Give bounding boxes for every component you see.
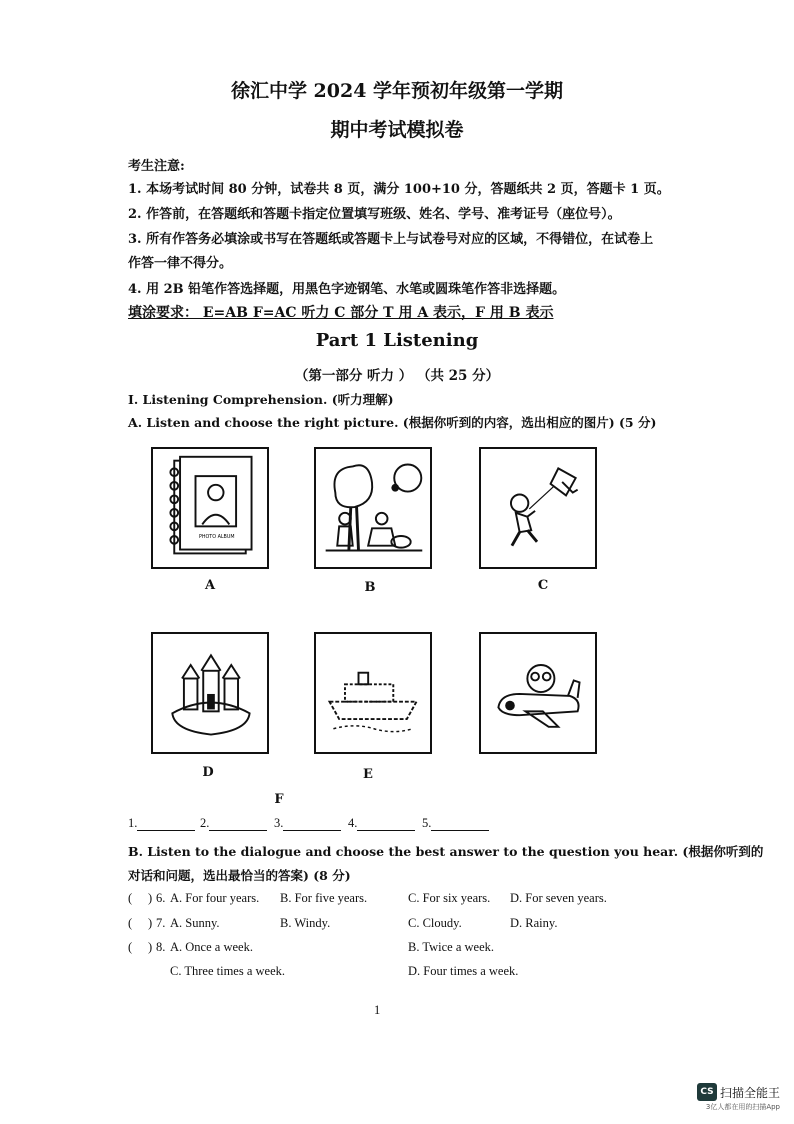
section-I-heading: I. Listening Comprehension. (听力理解) — [128, 392, 394, 407]
q8-option-c: C. Three times a week. — [170, 964, 286, 978]
q6-paren-close: ) — [148, 891, 153, 905]
answer-blank-5[interactable]: 5. — [422, 816, 489, 831]
airplane-pilot-icon — [479, 632, 597, 754]
picture-label-b: B — [364, 580, 376, 595]
q7-option-c: C. Cloudy. — [408, 916, 462, 930]
notice-item-2: 2. 作答前，在答题纸和答题卡指定位置填写班级、姓名、学号、准考证号（座位号）。 — [128, 207, 621, 222]
photo-album-caption: PHOTO ALBUM — [198, 534, 235, 540]
part1-title: Part 1 Listening — [315, 330, 479, 351]
kite-boy-icon — [479, 447, 597, 569]
q6-number: 6. — [156, 891, 166, 905]
q6-paren-open[interactable]: ( — [128, 891, 133, 905]
notice-heading: 考生注意: — [128, 159, 185, 174]
q8-option-d: D. Four times a week. — [408, 964, 519, 978]
scanner-watermark — [697, 1082, 780, 1113]
part1-subtitle: （第一部分 听力 ） （共 25 分） — [294, 368, 500, 384]
notice-item-4: 4. 用 2B 铅笔作答选择题，用黑色字迹钢笔、水笔或圆珠笔作答非选择题。 — [128, 282, 566, 297]
q7-number: 7. — [156, 916, 166, 930]
picnic-icon — [314, 447, 432, 569]
picture-label-d: D — [202, 765, 214, 780]
q7-option-d: D. Rainy. — [510, 916, 558, 930]
q7-option-a: A. Sunny. — [170, 916, 220, 930]
picture-label-f: F — [274, 792, 284, 807]
q6-option-a: A. For four years. — [170, 891, 260, 905]
exam-title-line1: 徐汇中学 2024 学年预初年级第一学期 — [230, 80, 564, 102]
q8-paren-close: ) — [148, 940, 153, 954]
ship-icon — [314, 632, 432, 754]
answer-blank-4[interactable]: 4. — [348, 816, 415, 831]
q8-option-a: A. Once a week. — [170, 940, 253, 954]
page-number: 1 — [374, 1003, 381, 1017]
notice-item-3: 3. 所有作答务必填涂或书写在答题纸或答题卡上与试卷号对应的区域，不得错位，在试卷上 — [128, 232, 654, 247]
picture-label-a: A — [204, 578, 216, 593]
q8-number: 8. — [156, 940, 166, 954]
answer-blank-1[interactable]: 1. — [128, 816, 195, 831]
q6-option-d: D. For seven years. — [510, 891, 607, 905]
sandcastle-icon — [151, 632, 269, 754]
q8-option-b: B. Twice a week. — [408, 940, 495, 954]
q8-paren-open[interactable]: ( — [128, 940, 133, 954]
q7-option-b: B. Windy. — [280, 916, 331, 930]
notice-item-3-cont: 作答一律不得分。 — [128, 256, 233, 271]
section-A-heading: A. Listen and choose the right picture. (根据你听到的内容，选出相应的图片) (5 分) — [128, 415, 657, 430]
q7-paren-close: ) — [148, 916, 153, 930]
q6-option-b: B. For five years. — [280, 891, 368, 905]
scanner-tagline: 3亿人都在用的扫描App — [705, 1103, 780, 1111]
section-B-heading-cont: 对话和问题，选出最恰当的答案) (8 分) — [128, 868, 351, 883]
fill-rule: 填涂要求： E=AB F=AC 听力 C 部分 T 用 A 表示，F 用 B 表示 — [128, 305, 554, 321]
camscanner-logo-icon: CS — [697, 1083, 717, 1101]
picture-label-e: E — [363, 767, 373, 782]
picture-label-c: C — [537, 578, 549, 593]
answer-blank-2[interactable]: 2. — [200, 816, 267, 831]
section-B-heading: B. Listen to the dialogue and choose the best answer to the question you hear. (根据你听到的 — [128, 844, 764, 859]
q7-paren-open[interactable]: ( — [128, 916, 133, 930]
exam-title-line2: 期中考试模拟卷 — [330, 119, 464, 141]
notice-item-1: 1. 本场考试时间 80 分钟，试卷共 8 页，满分 100+10 分，答题纸共 2 页，答题卡 1 页。 — [128, 182, 670, 197]
scanner-app-name: 扫描全能王 — [719, 1085, 780, 1100]
answer-blank-3[interactable]: 3. — [274, 816, 341, 831]
photo-album-icon — [151, 447, 269, 569]
q6-option-c: C. For six years. — [408, 891, 491, 905]
